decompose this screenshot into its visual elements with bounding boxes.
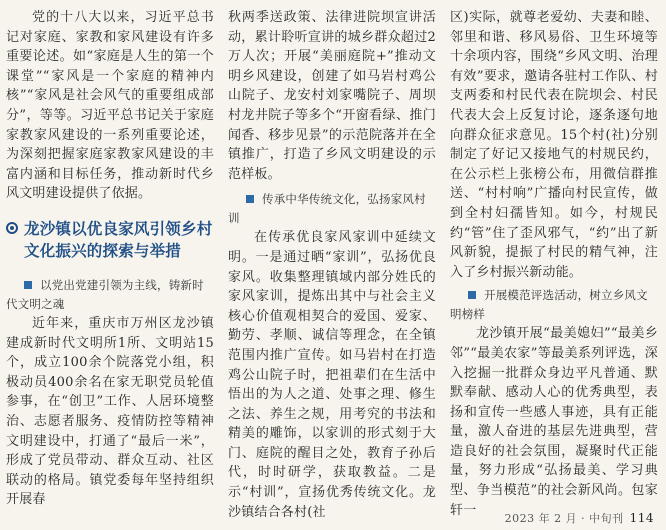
body-paragraph-3: 在传承优良家风家训中延续文明。一是通过晒“家训”，弘扬优良家风。收集整理镇域内部分姓氏的家风家训，提炼出其中与社会主义核心价值观相契合的爱国、爱家、勤劳、孝顺、诚信等理念，在全镇范围内推广宣传。如马岩村在打造鸡公山院子时，把祖辈们在生活中悟出的为人之道、处事之理、修生之法、养生之规，用考究的书法和精美的雕饰，以家训的形式刻于大门、庭院的醒目之处，教育子孙后代，时时研学，获取教益。二是示“村训”，宣扬优秀传统文化。龙沙镇结合各村(社	[228, 230, 436, 520]
page-number: 114	[629, 511, 654, 525]
subheading-2-text: 传承中华传统文化，弘扬家风村训	[228, 192, 426, 226]
square-bullet-icon	[468, 291, 476, 299]
issue-label: 2023 年 2 月 · 中旬刊	[504, 512, 624, 525]
subheading-1	[6, 276, 214, 314]
subheading-3-text: 开展模范评选活动，树立乡风文明榜样	[450, 288, 648, 322]
circle-target-icon	[6, 222, 18, 234]
body-paragraph-4: 区)实际，就尊老爱幼、夫妻和睦、邻里和谐、移风易俗、卫生环境等十余项内容，围绕“乡风文明、治理有效”要求，邀请各驻村工作队、村支两委和村民代表在院坝会、村民代表大会上反复讨论，逐条逐句地向群众征求意见。15个村(社)分别制定了好记又接地气的村规民约，在公示栏上张榜公布，用微信群推送、“村村响”广播向村民宣传，做到全村妇孺皆知。如今，村规民约“管”住了歪风邪气，“约”出了新风新貌，提振了村民的精气神，注入了乡村振兴新动能。	[450, 10, 658, 280]
subheading-1-text: 以党出党建引领为主线，铸新时代文明之魂	[6, 277, 204, 311]
subheading-2	[228, 190, 436, 228]
intro-paragraph: 党的十八大以来，习近平总书记对家庭、家教和家风建设有许多重要论述。如“家庭是人生的第一个课堂”“家风是一个家庭的精神内核”“家风是社会风气的重要组成部分”，等等。习近平总书记关于家庭家教家风建设的一系列重要论述，为深刻把握家庭家教家风建设的丰富内涵和目标任务，推动新时代乡风文明建设提供了依据。	[6, 10, 214, 202]
column-2	[228, 8, 436, 522]
page-footer	[505, 510, 654, 526]
square-bullet-icon	[246, 195, 254, 203]
section-title	[6, 218, 214, 262]
column-1	[6, 8, 214, 510]
section-title-text: 龙沙镇以优良家风引领乡村文化振兴的探索与举措	[24, 219, 213, 260]
body-paragraph-1: 近年来，重庆市万州区龙沙镇建成新时代文明所1所、文明站15个，成立100余个院落党小组，积极动员400余名在家无职党员轮值参事，在“创卫”工作、人居环境整治、志愿者服务、疫情防控等精神文明建设中，打通了“最后一米”，形成了党员带动、群众互动、社区联动的格局。镇党委每年坚持组织开展春	[6, 315, 214, 508]
body-paragraph-5: 龙沙镇开展“最美媳妇”“最美乡邻”“最美农家”等最美系列评选，深入挖掘一批群众身边平凡普通、默默奉献、感动人心的优秀典型，表扬和宣传一些感人事迹，具有正能量，激人奋进的基层先进典型，营造良好的社会氛围，凝聚时代正能量，努力形成“弘扬最美、学习典型、争当模范”的社会新风尚。包家轩一	[450, 326, 658, 518]
body-paragraph-2: 秋两季送政策、法律进院坝宣讲活动，累计聆听宣讲的城乡群众超过2万人次；开展“美丽庭院+”推动文明乡风建设，创建了如马岩村鸡公山院子、龙安村刘家嘴院子、周坝村龙井院子等多个“开窗看绿、推门闻香、移步见景”的示范院落并在全镇推广，打造了乡风文明建设的示范样板。	[228, 10, 436, 182]
square-bullet-icon	[24, 281, 32, 289]
column-3	[450, 8, 658, 520]
subheading-3	[450, 286, 658, 324]
